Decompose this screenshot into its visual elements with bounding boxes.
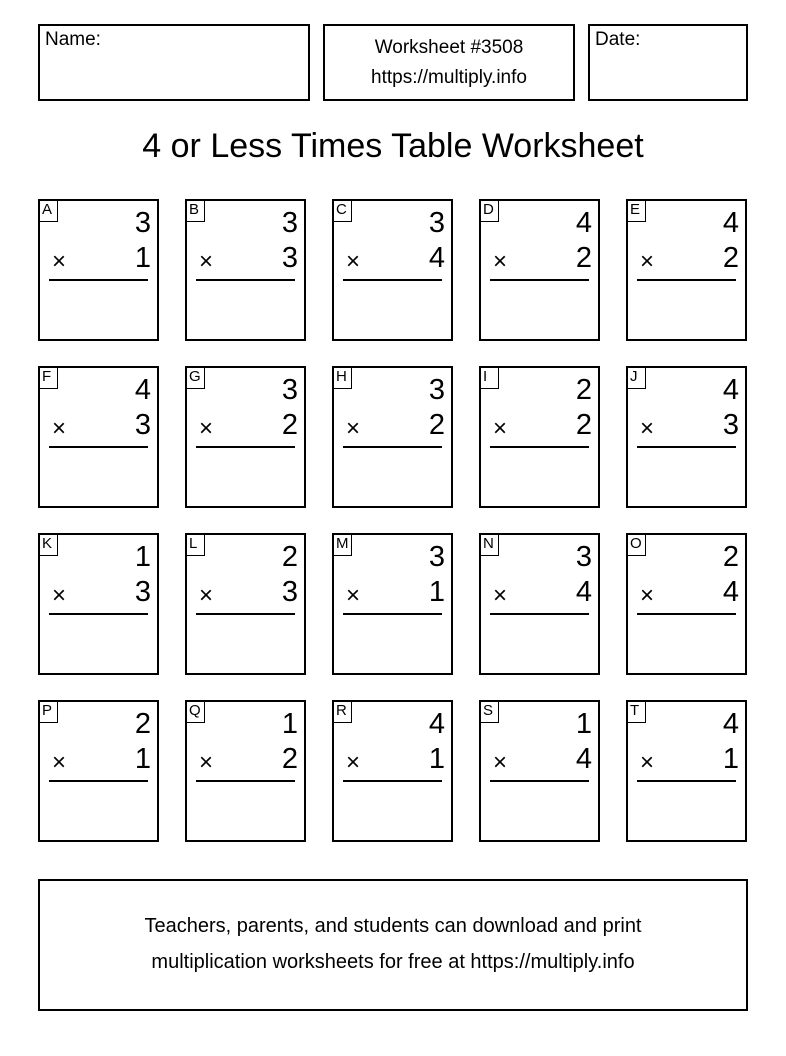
problem-letter: K	[39, 534, 58, 556]
worksheet-url: https://multiply.info	[371, 67, 527, 88]
problem-card[interactable]	[38, 533, 159, 675]
multiplicand: 4	[722, 374, 739, 406]
footer-text-line-1: Teachers, parents, and students can download and print	[144, 915, 642, 937]
times-sign: ×	[346, 749, 361, 776]
problem-letter: J	[627, 367, 646, 389]
problem-card[interactable]	[626, 533, 747, 675]
problem-card[interactable]	[185, 366, 306, 508]
multiplicand: 4	[134, 374, 151, 406]
times-sign: ×	[346, 415, 361, 442]
multiplier: 4	[428, 242, 445, 274]
answer-line	[196, 780, 295, 782]
multiplicand: 4	[722, 708, 739, 740]
problem-card[interactable]	[626, 700, 747, 842]
problem-letter: I	[480, 367, 499, 389]
problem-card[interactable]	[626, 199, 747, 341]
answer-line	[490, 613, 589, 615]
problem-card[interactable]	[626, 366, 747, 508]
answer-line	[196, 279, 295, 281]
answer-line	[343, 613, 442, 615]
answer-line	[637, 780, 736, 782]
multiplicand: 3	[428, 374, 445, 406]
multiplier: 3	[281, 242, 298, 274]
answer-line	[490, 446, 589, 448]
worksheet-info-box	[323, 24, 575, 101]
problem-card[interactable]	[332, 700, 453, 842]
problem-card[interactable]	[479, 700, 600, 842]
multiplicand: 3	[428, 207, 445, 239]
problem-card[interactable]	[332, 533, 453, 675]
problem-card[interactable]	[185, 533, 306, 675]
problem-letter: E	[627, 200, 646, 222]
answer-line	[490, 279, 589, 281]
times-sign: ×	[52, 415, 67, 442]
times-sign: ×	[199, 582, 214, 609]
times-sign: ×	[346, 582, 361, 609]
problem-letter: D	[480, 200, 499, 222]
times-sign: ×	[493, 415, 508, 442]
problem-card[interactable]	[332, 199, 453, 341]
multiplier: 4	[575, 743, 592, 775]
multiplier: 3	[281, 576, 298, 608]
problem-letter: B	[186, 200, 205, 222]
multiplier: 3	[134, 409, 151, 441]
multiplicand: 4	[575, 207, 592, 239]
multiplicand: 2	[575, 374, 592, 406]
answer-line	[49, 780, 148, 782]
problem-letter: F	[39, 367, 58, 389]
multiplier: 2	[428, 409, 445, 441]
problem-letter: P	[39, 701, 58, 723]
times-sign: ×	[640, 415, 655, 442]
multiplier: 3	[134, 576, 151, 608]
problem-card[interactable]	[38, 366, 159, 508]
date-field-box[interactable]	[588, 24, 748, 101]
problem-letter: T	[627, 701, 646, 723]
problem-card[interactable]	[38, 199, 159, 341]
problem-letter: C	[333, 200, 352, 222]
times-sign: ×	[640, 248, 655, 275]
multiplier: 1	[428, 743, 445, 775]
answer-line	[196, 446, 295, 448]
multiplicand: 3	[575, 541, 592, 573]
problem-letter: H	[333, 367, 352, 389]
problem-card[interactable]	[479, 366, 600, 508]
multiplier: 3	[722, 409, 739, 441]
times-sign: ×	[640, 749, 655, 776]
answer-line	[343, 780, 442, 782]
answer-line	[637, 279, 736, 281]
problem-card[interactable]	[479, 533, 600, 675]
problem-letter: S	[480, 701, 499, 723]
times-sign: ×	[199, 248, 214, 275]
multiplicand: 3	[428, 541, 445, 573]
multiplicand: 3	[134, 207, 151, 239]
problem-letter: R	[333, 701, 352, 723]
multiplier: 2	[281, 743, 298, 775]
multiplier: 2	[722, 242, 739, 274]
problem-card[interactable]	[38, 700, 159, 842]
worksheet-number: Worksheet #3508	[374, 37, 524, 58]
multiplicand: 4	[428, 708, 445, 740]
problem-letter: O	[627, 534, 646, 556]
footer-text-line-2: multiplication worksheets for free at https://multiply.info	[151, 951, 635, 973]
problem-letter: N	[480, 534, 499, 556]
problem-grid	[38, 199, 748, 842]
times-sign: ×	[493, 749, 508, 776]
multiplier: 1	[134, 743, 151, 775]
multiplicand: 1	[281, 708, 298, 740]
times-sign: ×	[199, 749, 214, 776]
times-sign: ×	[52, 248, 67, 275]
answer-line	[637, 446, 736, 448]
problem-letter: Q	[186, 701, 205, 723]
problem-letter: L	[186, 534, 205, 556]
multiplicand: 2	[134, 708, 151, 740]
multiplier: 2	[575, 409, 592, 441]
multiplier: 4	[575, 576, 592, 608]
multiplier: 4	[722, 576, 739, 608]
times-sign: ×	[493, 248, 508, 275]
problem-card[interactable]	[185, 700, 306, 842]
times-sign: ×	[493, 582, 508, 609]
answer-line	[490, 780, 589, 782]
answer-line	[637, 613, 736, 615]
answer-line	[49, 279, 148, 281]
name-label: Name:	[45, 29, 101, 50]
times-sign: ×	[346, 248, 361, 275]
multiplicand: 3	[281, 374, 298, 406]
problem-card[interactable]	[479, 199, 600, 341]
problem-card[interactable]	[185, 199, 306, 341]
multiplicand: 3	[281, 207, 298, 239]
multiplicand: 2	[281, 541, 298, 573]
answer-line	[49, 613, 148, 615]
times-sign: ×	[199, 415, 214, 442]
times-sign: ×	[52, 749, 67, 776]
problem-card[interactable]	[332, 366, 453, 508]
multiplicand: 2	[722, 541, 739, 573]
multiplier: 1	[134, 242, 151, 274]
page-title: 4 or Less Times Table Worksheet	[142, 127, 644, 165]
multiplier: 2	[281, 409, 298, 441]
multiplicand: 1	[575, 708, 592, 740]
problem-letter: G	[186, 367, 205, 389]
multiplier: 1	[722, 743, 739, 775]
times-sign: ×	[52, 582, 67, 609]
answer-line	[343, 446, 442, 448]
problem-letter: A	[39, 200, 58, 222]
multiplier: 1	[428, 576, 445, 608]
times-sign: ×	[640, 582, 655, 609]
answer-line	[49, 446, 148, 448]
answer-line	[196, 613, 295, 615]
multiplicand: 1	[134, 541, 151, 573]
problem-letter: M	[333, 534, 352, 556]
multiplier: 2	[575, 242, 592, 274]
footer-box	[38, 879, 748, 1011]
answer-line	[343, 279, 442, 281]
multiplicand: 4	[722, 207, 739, 239]
name-field-box[interactable]	[38, 24, 310, 101]
date-label: Date:	[595, 29, 641, 50]
